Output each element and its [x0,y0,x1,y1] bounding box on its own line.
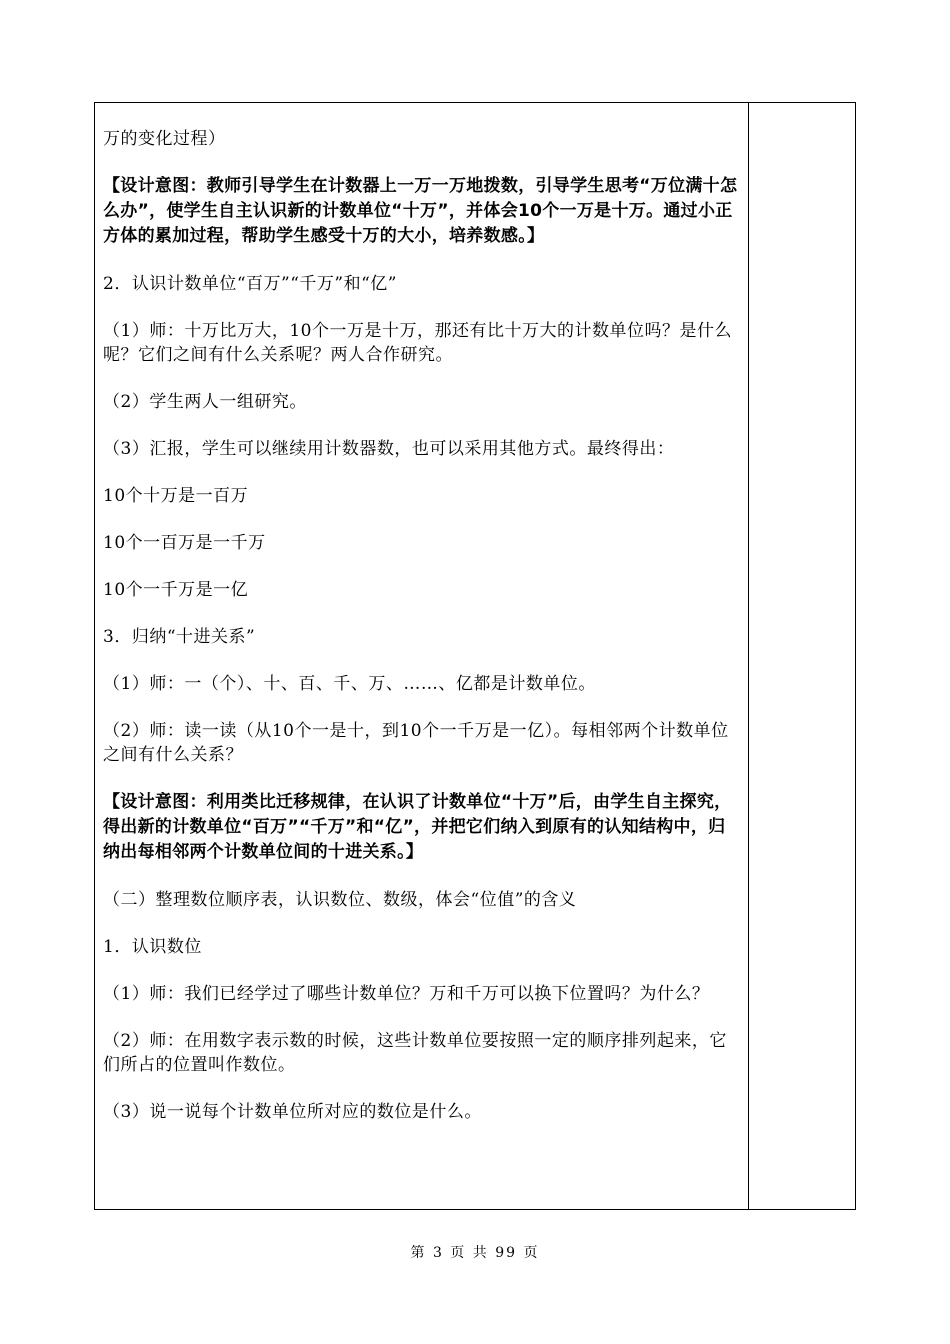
result-line: 10个一百万是一千万 [103,533,266,553]
page-footer: 第 3 页 共 99 页 [410,1245,540,1261]
paragraph: （2）师：读一读（从10个一是十，到10个一千万是一亿）。每相邻两个计数单位之间有什么关系？ [103,721,729,765]
paragraph: （1）师：十万比万大，10个一万是十万，那还有比十万大的计数单位吗？是什么呢？它们之间有什么关系呢？两人合作研究。 [103,321,732,365]
paragraph: （2）学生两人一组研究。 [103,392,307,412]
paragraph: （2）师：在用数字表示数的时候，这些计数单位要按照一定的顺序排列起来，它们所占的位置叫作数位。 [103,1031,727,1075]
paragraph: （1）师：我们已经学过了哪些计数单位？万和千万可以换下位置吗？为什么？ [103,984,710,1004]
notes-cell [749,103,855,1209]
paragraph: 万的变化过程） [103,129,226,149]
result-line: 10个一千万是一亿 [103,580,249,600]
section-heading: （二）整理数位顺序表，认识数位、数级，体会“位值”的含义 [103,890,577,910]
paragraph: （3）说一说每个计数单位所对应的数位是什么。 [103,1102,482,1122]
section-heading: 1．认识数位 [103,937,202,957]
paragraph: （3）汇报，学生可以继续用计数器数，也可以采用其他方式。最终得出： [103,439,675,459]
section-heading: 2．认识计数单位“百万”“千万”和“亿” [103,274,397,294]
paragraph: （1）师：一（个）、十、百、千、万、……、亿都是计数单位。 [103,674,596,694]
design-intent-note: 【设计意图：利用类比迁移规律，在认识了计数单位“十万”后，由学生自主探究，得出新的计数单位“百万”“千万”和“亿”，并把它们纳入到原有的认知结构中，归纳出每相邻两个计数单位间的十进关系。】 [103,792,732,862]
lesson-content-cell [103,127,738,1147]
section-heading: 3．归纳“十进关系” [103,627,256,647]
result-line: 10个十万是一百万 [103,486,249,506]
design-intent-note: 【设计意图：教师引导学生在计数器上一万一万地拨数，引导学生思考“万位满十怎么办”，使学生自主认识新的计数单位“十万”，并体会10个一万是十万。通过小正方体的累加过程，帮助学生感受十万的大小，培养数感。】 [103,176,738,246]
lesson-table [94,102,856,1210]
